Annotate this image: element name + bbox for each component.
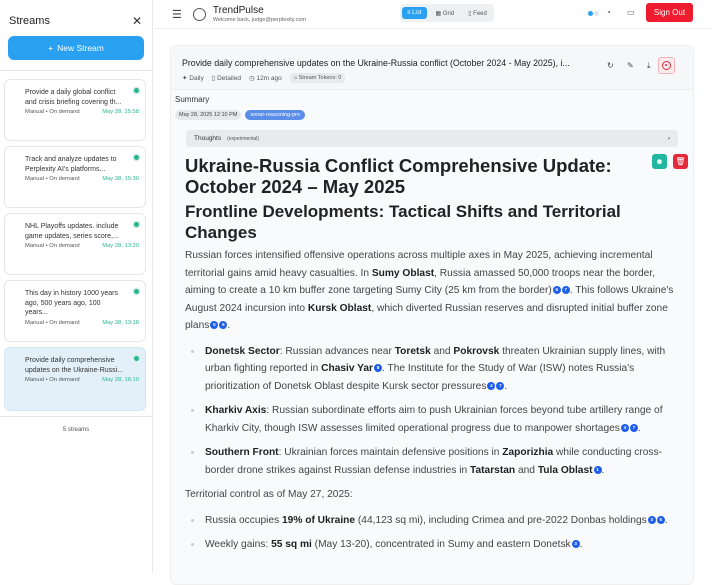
bullet-list — [185, 343, 679, 480]
stream-card-date: May 28, 15:30 — [102, 176, 139, 182]
view-feed-tab[interactable]: ▯ Feed — [468, 10, 487, 17]
bold-text: Southern Front — [205, 447, 279, 458]
globe-logo-icon — [193, 8, 206, 21]
summary-date: May 28, 2025 12:10 PM — [175, 110, 241, 120]
bold-text: 55 sq mi — [271, 539, 312, 550]
citation-badge[interactable]: 5 — [210, 321, 218, 329]
new-stream-button[interactable] — [8, 36, 144, 60]
view-list-tab[interactable]: ≡ List — [402, 7, 427, 19]
citation-badge[interactable]: 6 — [553, 286, 561, 294]
plus-icon: + — [48, 43, 54, 53]
status-dot-icon — [134, 88, 139, 93]
list-item — [185, 343, 679, 396]
stream-card-date: May 28, 16:10 — [102, 377, 139, 383]
record-button[interactable] — [658, 57, 675, 74]
bold-text: Donetsk Sector — [205, 345, 280, 357]
sidebar-title: Streams — [9, 14, 50, 27]
stream-list — [0, 71, 152, 411]
bullet-list — [185, 512, 679, 554]
record-icon — [662, 61, 671, 70]
theme-toggle[interactable] — [588, 11, 598, 17]
frequency: ✦ Daily — [182, 75, 204, 82]
stream-detail — [170, 45, 694, 585]
article — [171, 147, 693, 554]
citation-badge[interactable]: 3 — [648, 516, 656, 524]
status-dot-icon — [134, 289, 139, 294]
text-run: Territorial control as of May 27, 2025: — [185, 489, 353, 500]
edit-icon[interactable]: ✎ — [627, 61, 634, 70]
welcome-text: Welcome back, judge@perplexity.com — [212, 17, 306, 23]
text-run: . — [504, 380, 508, 392]
text-run: . — [227, 320, 231, 331]
monitor-icon[interactable]: ▭ — [627, 8, 635, 17]
text-run: (44,123 sq mi), including Crimea and pre-2022 Donbas holdings — [355, 514, 647, 526]
status-dot-icon — [134, 155, 139, 160]
last-updated: ◷ 12m ago — [248, 75, 282, 82]
text-run: . — [637, 422, 641, 434]
citation-badge[interactable]: 7 — [630, 424, 638, 432]
paragraph — [185, 247, 679, 335]
bold-text: Chasiv Yar — [321, 363, 374, 374]
status-dot-icon — [134, 222, 139, 227]
stream-card-date: May 28, 15:58 — [102, 109, 139, 115]
timer-icon[interactable]: ◔ — [606, 8, 611, 17]
text-run: Russia occupies — [205, 514, 283, 526]
bold-text: Tatarstan — [470, 464, 516, 476]
stream-card[interactable] — [4, 347, 146, 411]
stream-card-meta: Manual • On demand — [25, 176, 80, 182]
list-item — [185, 512, 679, 530]
stream-card-meta: Manual • On demand — [25, 319, 80, 326]
text-run: Russian forces intensified offensive operations across multiple axes in May 2025, achieving incremental territorial gains amid heavy casualties. In — [185, 250, 653, 279]
hamburger-menu-icon[interactable]: ☰ — [172, 8, 182, 21]
citation-badge[interactable]: 7 — [496, 382, 504, 390]
section-heading: Frontline Developments: Tactical Shifts and Territorial Changes — [185, 202, 621, 242]
text-run: , which diverted Russian reserves and disrupted initial buffer zone plans — [185, 302, 668, 331]
stream-card[interactable] — [4, 280, 146, 342]
top-bar — [154, 0, 712, 29]
bold-text: Zaporizhia — [502, 447, 554, 458]
status-dot-icon — [134, 356, 139, 361]
text-run: , Russia amassed 50,000 troops near the border, aiming to create a 10 km buffer zone targeting Sumy City (25 km from the border) — [185, 267, 656, 296]
download-icon[interactable]: ⤓ — [647, 61, 651, 70]
stream-card-title: Track and analyze updates to Perplexity AI's platforms... — [25, 156, 117, 173]
sidebar — [0, 0, 153, 573]
stream-card-title: Provide a daily global conflict and crisis briefing covering th... — [25, 89, 122, 106]
stream-card-meta: Manual • On demand — [25, 377, 80, 383]
text-run: and — [430, 345, 454, 357]
stream-card[interactable] — [4, 213, 146, 275]
text-run: . — [664, 514, 668, 526]
list-item — [185, 402, 679, 437]
bold-text: Sumy Oblast — [371, 267, 435, 279]
text-run: . This follows Ukraine's August 2024 incursion into — [185, 285, 674, 314]
text-run: . — [601, 464, 605, 476]
text-run: : Russian advances near — [279, 345, 395, 357]
detail-level: ▯ Detailed — [211, 75, 241, 82]
sign-out-button[interactable]: Sign Out — [646, 3, 693, 22]
bold-text: Toretsk — [394, 345, 431, 357]
text-run: . — [579, 539, 583, 550]
stream-title: Provide daily comprehensive updates on the Ukraine-Russia conflict (October 2024 - May 2025), i... — [182, 58, 570, 68]
text-run: : Russian subordinate efforts aim to push Ukrainian forces beyond tube artillery range of Kharkiv City, though ISW assesses limited operational progress due to manpower shortages — [205, 405, 663, 434]
citation-badge[interactable]: 5 — [657, 516, 665, 524]
view-grid-tab[interactable]: ▦ Grid — [435, 10, 455, 17]
trash-icon[interactable]: 🗑 — [673, 154, 688, 169]
thoughts-toggle[interactable]: Thoughts (experimental) › — [186, 130, 678, 147]
new-stream-label: New Stream — [57, 43, 104, 53]
bold-text: Pokrovsk — [453, 345, 500, 357]
citation-badge[interactable]: 4 — [487, 382, 495, 390]
list-item — [185, 444, 679, 479]
text-run: . The Institute for the Study of War (ISW) notes Russia's prioritization of Donetsk Oblast despite Kursk sector pressures — [205, 363, 635, 392]
text-run: (May 13-20), concentrated in Sumy and eastern Donetsk — [311, 539, 571, 550]
view-switcher — [400, 4, 494, 22]
app-name: TrendPulse — [212, 5, 264, 16]
bold-text: Tula Oblast — [537, 464, 593, 476]
citation-badge[interactable]: 8 — [374, 364, 382, 372]
model-badge: sonar-reasoning-pro — [245, 110, 305, 120]
stream-card-title: NHL Playoffs updates. include game updates, series score,... — [25, 223, 119, 240]
text-run: threaten Ukrainian supply lines, with urban fighting reported in — [205, 345, 666, 374]
stream-tokens-badge: ⌂ Stream Tokens: 0 — [290, 73, 346, 83]
text-run: while conducting cross-border drone strikes against Russian defense industries in — [205, 447, 662, 476]
text-run: Weekly gains: — [205, 539, 272, 550]
summary-label: Summary — [175, 95, 210, 104]
bold-text: 19% of Ukraine — [282, 514, 356, 526]
close-icon[interactable]: ✕ — [131, 13, 142, 28]
stream-card-title: Provide daily comprehensive updates on the Ukraine-Russi... — [25, 357, 124, 374]
citation-badge[interactable]: 1 — [594, 466, 602, 474]
brain-icon[interactable]: ☻ — [652, 154, 667, 169]
citation-badge[interactable]: 7 — [562, 286, 570, 294]
stream-card[interactable] — [4, 146, 146, 208]
bold-text: Kharkiv Axis — [205, 405, 267, 416]
bold-text: Kursk Oblast — [307, 302, 372, 314]
text-run: and — [515, 464, 538, 476]
stream-count: 5 streams — [0, 416, 152, 433]
article-title: Ukraine-Russia Conflict Comprehensive Update: October 2024 – May 2025 — [185, 155, 612, 197]
citation-badge[interactable]: 3 — [572, 540, 580, 548]
stream-card-date: May 28, 13:18 — [102, 319, 139, 326]
refresh-icon[interactable]: ↻ — [607, 61, 614, 70]
stream-card-meta: Manual • On demand — [25, 243, 80, 249]
citation-badge[interactable]: 4 — [621, 424, 629, 432]
citation-badge[interactable]: 6 — [219, 321, 227, 329]
stream-card-meta: Manual • On demand — [25, 109, 80, 115]
chevron-right-icon: › — [667, 135, 670, 142]
stream-card-date: May 28, 13:20 — [102, 243, 139, 249]
list-item — [185, 536, 679, 554]
paragraph — [185, 486, 679, 504]
stream-card[interactable] — [4, 79, 146, 141]
stream-card-title: This day in history 1000 years ago, 500 years ago, 100 years... — [25, 290, 118, 316]
text-run: : Ukrainian forces maintain defensive positions in — [278, 447, 503, 458]
